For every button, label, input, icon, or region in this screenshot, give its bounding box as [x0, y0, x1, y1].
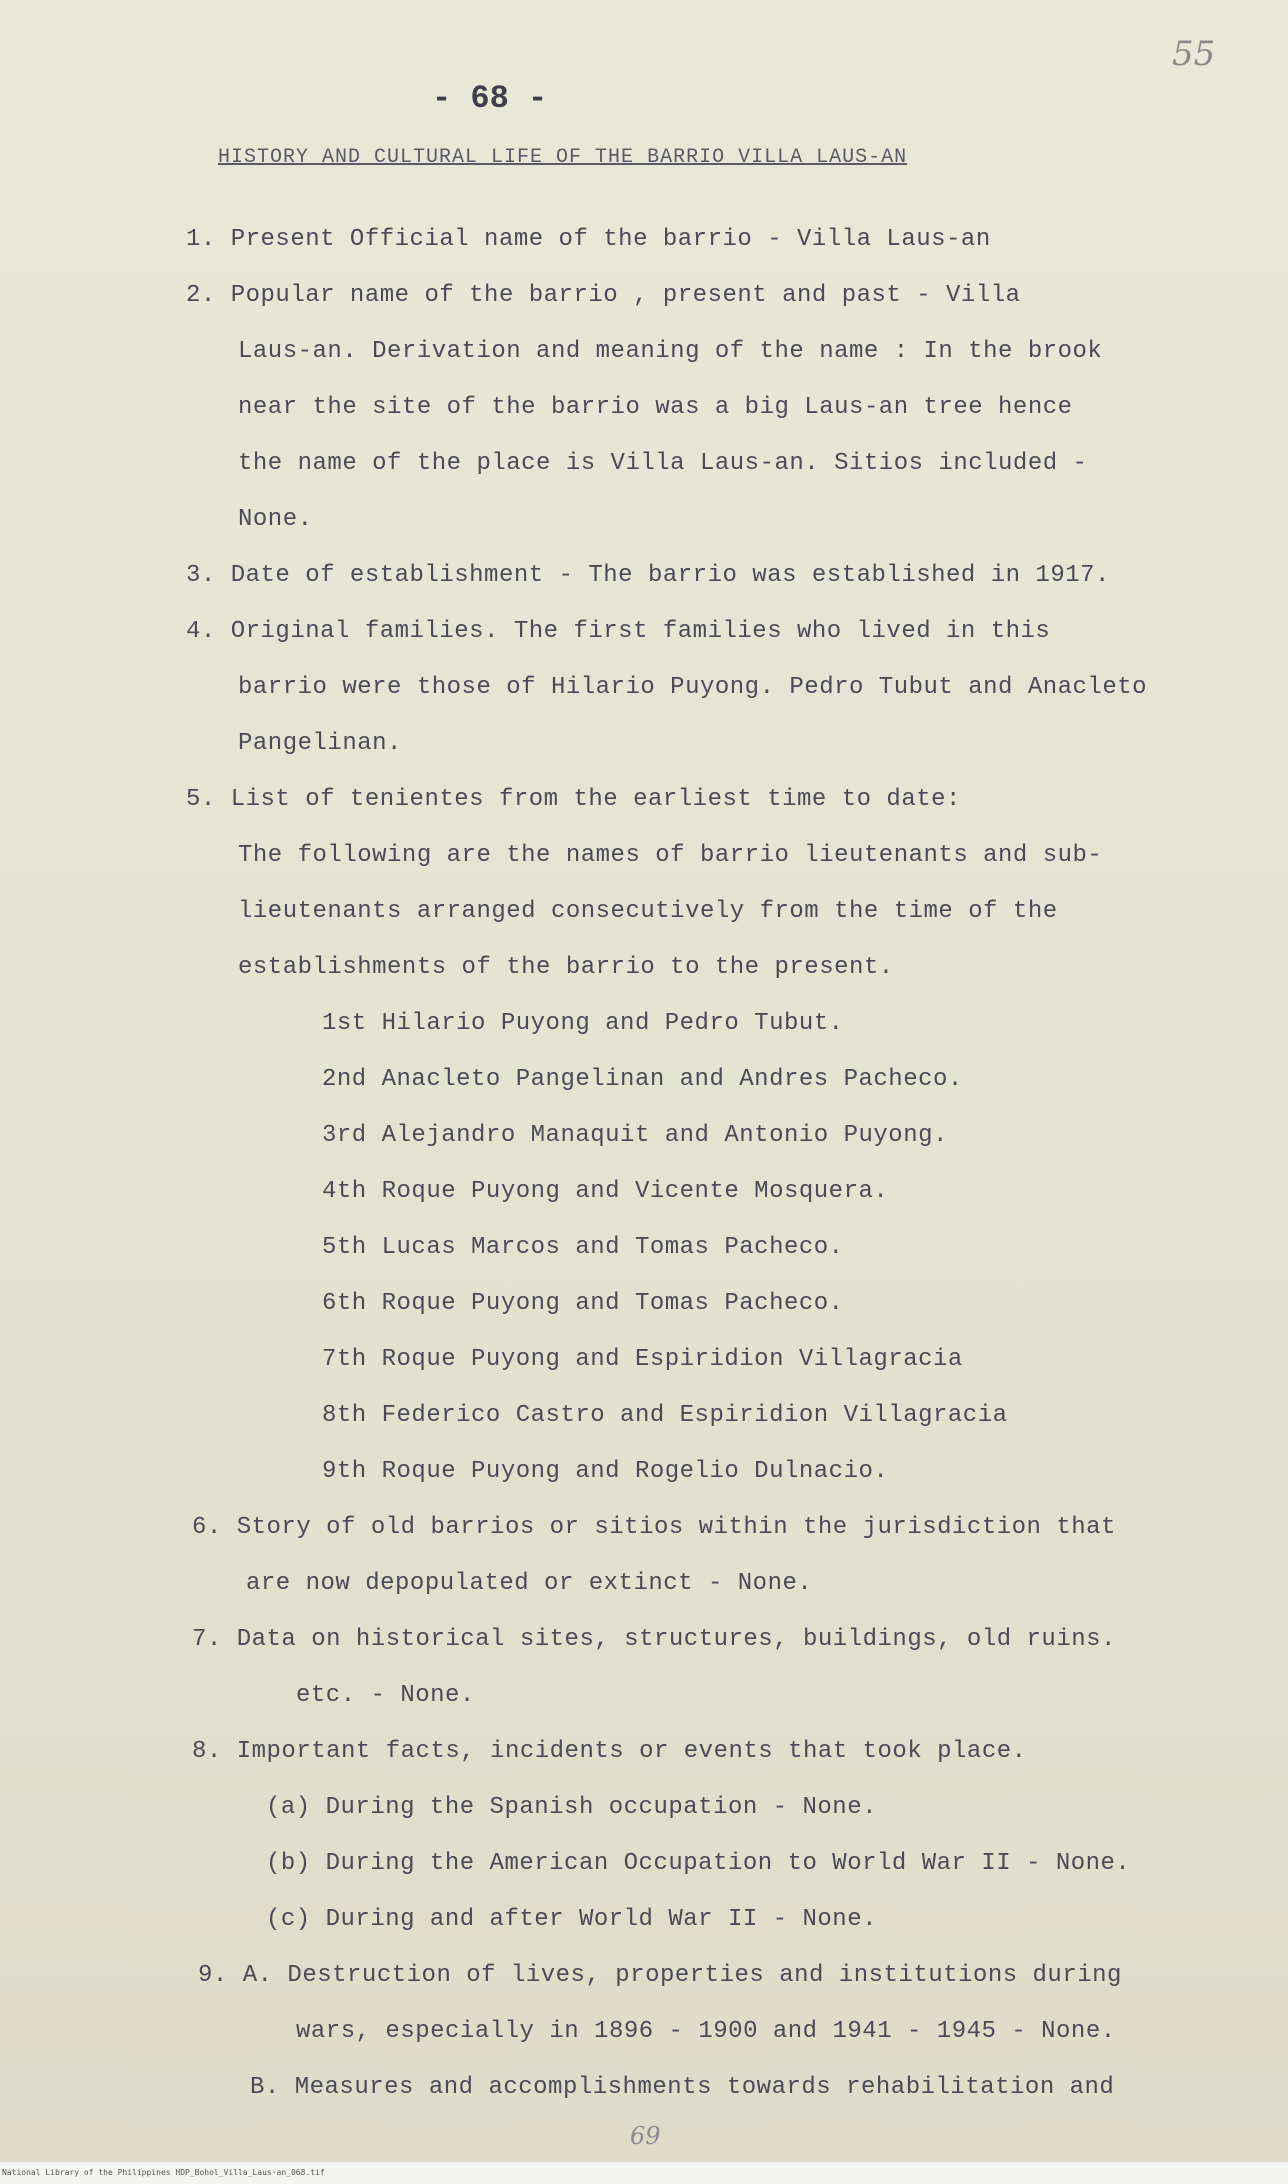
text-line: etc. - None.	[296, 1682, 475, 1709]
text-line: wars, especially in 1896 - 1900 and 1941 - 1945 - None.	[296, 2018, 1116, 2045]
page-number: - 68 -	[432, 80, 548, 117]
corner-page-mark: 55	[1172, 34, 1216, 74]
text-line: 9. A. Destruction of lives, properties and institutions during	[198, 1962, 1122, 1989]
text-line: Laus-an. Derivation and meaning of the name : In the brook	[238, 338, 1103, 365]
text-line: 8. Important facts, incidents or events that took place.	[192, 1738, 1027, 1765]
text-line: 6th Roque Puyong and Tomas Pacheco.	[322, 1290, 844, 1317]
text-line: (a) During the Spanish occupation - None.	[266, 1794, 877, 1821]
text-line: establishments of the barrio to the present.	[238, 954, 894, 981]
text-line: 5th Lucas Marcos and Tomas Pacheco.	[322, 1234, 844, 1261]
text-line: 2nd Anacleto Pangelinan and Andres Pacheco.	[322, 1066, 963, 1093]
text-line: 1st Hilario Puyong and Pedro Tubut.	[322, 1010, 844, 1037]
text-line: 7th Roque Puyong and Espiridion Villagracia	[322, 1346, 963, 1373]
text-line: 1. Present Official name of the barrio - Villa Laus-an	[186, 226, 991, 253]
text-line: 9th Roque Puyong and Rogelio Dulnacio.	[322, 1458, 889, 1485]
document-title: HISTORY AND CULTURAL LIFE OF THE BARRIO VILLA LAUS-AN	[218, 146, 908, 169]
text-line: 2. Popular name of the barrio , present and past - Villa	[186, 282, 1021, 309]
text-line: B. Measures and accomplishments towards rehabilitation and	[250, 2074, 1115, 2101]
text-line: 5. List of tenientes from the earliest time to date:	[186, 786, 961, 813]
text-line: near the site of the barrio was a big Laus-an tree hence	[238, 394, 1073, 421]
text-line: (c) During and after World War II - None.	[266, 1906, 877, 1933]
bottom-page-mark: 69	[630, 2122, 661, 2150]
text-line: lieutenants arranged consecutively from the time of the	[238, 898, 1058, 925]
text-line: 4th Roque Puyong and Vicente Mosquera.	[322, 1178, 889, 1205]
text-line: The following are the names of barrio lieutenants and sub-	[238, 842, 1103, 869]
text-line: 3. Date of establishment - The barrio was established in 1917.	[186, 562, 1110, 589]
text-line: (b) During the American Occupation to World War II - None.	[266, 1850, 1131, 1877]
archive-footer: National Library of the Philippines HDP_Bohol_Villa_Laus-an_068.tif	[0, 2162, 1288, 2184]
text-line: 7. Data on historical sites, structures, buildings, old ruins.	[192, 1626, 1116, 1653]
text-line: None.	[238, 506, 313, 533]
text-line: 3rd Alejandro Manaquit and Antonio Puyong.	[322, 1122, 948, 1149]
text-line: barrio were those of Hilario Puyong. Pedro Tubut and Anacleto	[238, 674, 1148, 701]
text-line: 4. Original families. The first families who lived in this	[186, 618, 1051, 645]
text-line: are now depopulated or extinct - None.	[246, 1570, 813, 1597]
text-line: 8th Federico Castro and Espiridion Villagracia	[322, 1402, 1008, 1429]
text-line: the name of the place is Villa Laus-an. Sitios included -	[238, 450, 1088, 477]
text-line: Pangelinan.	[238, 730, 402, 757]
text-line: 6. Story of old barrios or sitios within the jurisdiction that	[192, 1514, 1116, 1541]
